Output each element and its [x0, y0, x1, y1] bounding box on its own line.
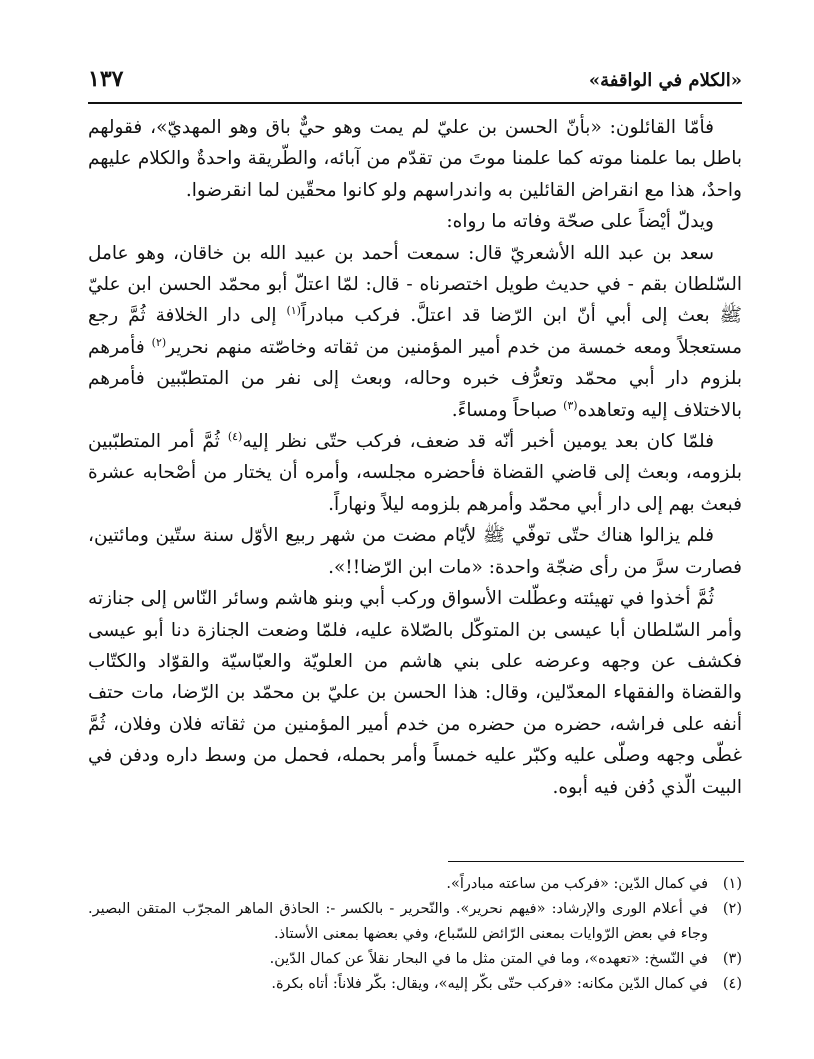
- footnote: [88, 897, 742, 947]
- paragraph-text: فأمّا القائلون: «بأنّ الحسن بن عليّ لم يمت وهو حيٌّ باق وهو المهديّ»، فقولهم باطل بما علمنا موته كما علمنا موتَ من تقدّم من آبائه، والطّريقة واحدةٌ والكلام عليهم واحدٌ، هذا مع انقراض القائلين به واندراسهم ولو كانوا محقّين لما انقرضوا.: [88, 117, 742, 201]
- footnote-marker: (٣): [563, 398, 578, 412]
- footnote-divider: [448, 861, 744, 862]
- footnote-text: في النّسخ: «تعهده»، وما في المتن مثل ما في البحار نقلاً عن كمال الدّين.: [269, 951, 708, 967]
- paragraph-text: سعد بن عبد الله الأشعريّ قال: سمعت أحمد بن عبيد الله بن خاقان، وهو عامل السّلطان بقم - في حديث طويل اختصرناه - قال: لمّا اعتلّ أبو محمّد الحسن ابن عليّ ﷺ بعث إلى أبي أنّ ابن الرّضا قد اعتلَّ. فركب مبادراً: [88, 242, 742, 327]
- paragraph-text: فلمّا كان بعد يومين أخبر أنّه قد ضعف، فركب حتّى نظر إليه: [242, 431, 714, 453]
- page-number: ١٣٧: [88, 66, 124, 92]
- footnote-marker: (١): [286, 304, 301, 318]
- page-header: [88, 62, 742, 104]
- paragraph: [88, 520, 742, 583]
- footnote-text: في كمال الدّين مكانه: «فركب حتّى بكّر إليه»، ويقال: بكّر فلاناً: أتاه بكرة.: [271, 976, 708, 992]
- paragraph-text: فأمرهم بلزوم دار أبي محمّد وتعرُّف خبره وحاله، وبعث إلى نفر من المتطبّبين فأمرهم بالاختلاف إليه وتعاهده: [88, 336, 742, 421]
- paragraph: [88, 583, 742, 803]
- paragraph-text: ويدلّ أيْضاً على صحّة وفاته ما رواه:: [446, 211, 714, 233]
- footnote-number: (٣): [722, 951, 742, 967]
- paragraph-text: ثُمَّ أمر المتطبّبين بلزومه، وبعث إلى قاضي القضاة فأحضره مجلسه، وأمره أن يختار من أصْحابه عشرة فبعث بهم إلى دار أبي محمّد وأمرهم بلزومه ليلاً ونهاراً.: [88, 431, 742, 515]
- paragraph: [88, 238, 742, 426]
- paragraph-text: إلى دار الخلافة ثُمَّ رجع مستعجلاً ومعه خمسة من خدم أمير المؤمنين من ثقاته وخاصّته منهم نحرير: [88, 305, 742, 358]
- paragraph-text: ثُمَّ أخذوا في تهيئته وعطّلت الأسواق وركب أبي وبنو هاشم وسائر النّاس إلى جنازته وأمر السّلطان أبا عيسى بن المتوكّل بالصّلاة عليه، فلمّا وضعت الجنازة دنا أبو عيسى فكشف عن وجهه وعرضه على بني هاشم من العلويّة والعبّاسيّة والقوّاد والكتّاب والقضاة والفقهاء المعدّلين، وقال: هذا الحسن بن عليّ بن محمّد بن الرّضا، مات حتف أنفه على فراشه، حضره من حضره من خدم أمير المؤمنين من ثقاته فلان وفلان، ثُمَّ غطّى وجهه وصلّى عليه وكبّر عليه خمساً وأمر بحمله، فحمل من وسط داره ودفن في البيت الّذي دُفن فيه أبوه.: [88, 588, 742, 798]
- footnote: [88, 872, 742, 897]
- footnote: [88, 947, 742, 972]
- footnote-number: (٤): [722, 976, 742, 992]
- paragraph: [88, 206, 742, 237]
- footnote-text: في أعلام الورى والإرشاد: «فيهم نحرير». والنّحرير - بالكسر -: الحاذق الماهر المجرّب المتقن البصير. وجاء في بعض الرّوايات بمعنى الرّائض للسّباع، وفي بعضها بمعنى الأستاذ.: [88, 901, 708, 942]
- footnote-number: (٢): [722, 901, 742, 917]
- paragraph-text: صباحاً ومساءً.: [451, 399, 564, 421]
- paragraph: [88, 426, 742, 520]
- footnote-text: في كمال الدّين: «فركب من ساعته مبادراً».: [446, 876, 708, 892]
- running-title: «الكلام في الواقفة»: [588, 70, 742, 91]
- main-text: [88, 112, 742, 803]
- paragraph-text: فلم يزالوا هناك حتّى توفّي ﷺ لأيّام مضت من شهر ربيع الأوّل سنة ستّين ومائتين، فصارت سرَّ من رأى ضجّة واحدة: «مات ابن الرّضا!!».: [88, 525, 742, 578]
- footnote-number: (١): [722, 876, 742, 892]
- footnote: [88, 972, 742, 997]
- footnote-marker: (٢): [151, 335, 167, 349]
- paragraph: [88, 112, 742, 206]
- footnote-marker: (٤): [227, 429, 243, 443]
- footnotes: [88, 872, 742, 997]
